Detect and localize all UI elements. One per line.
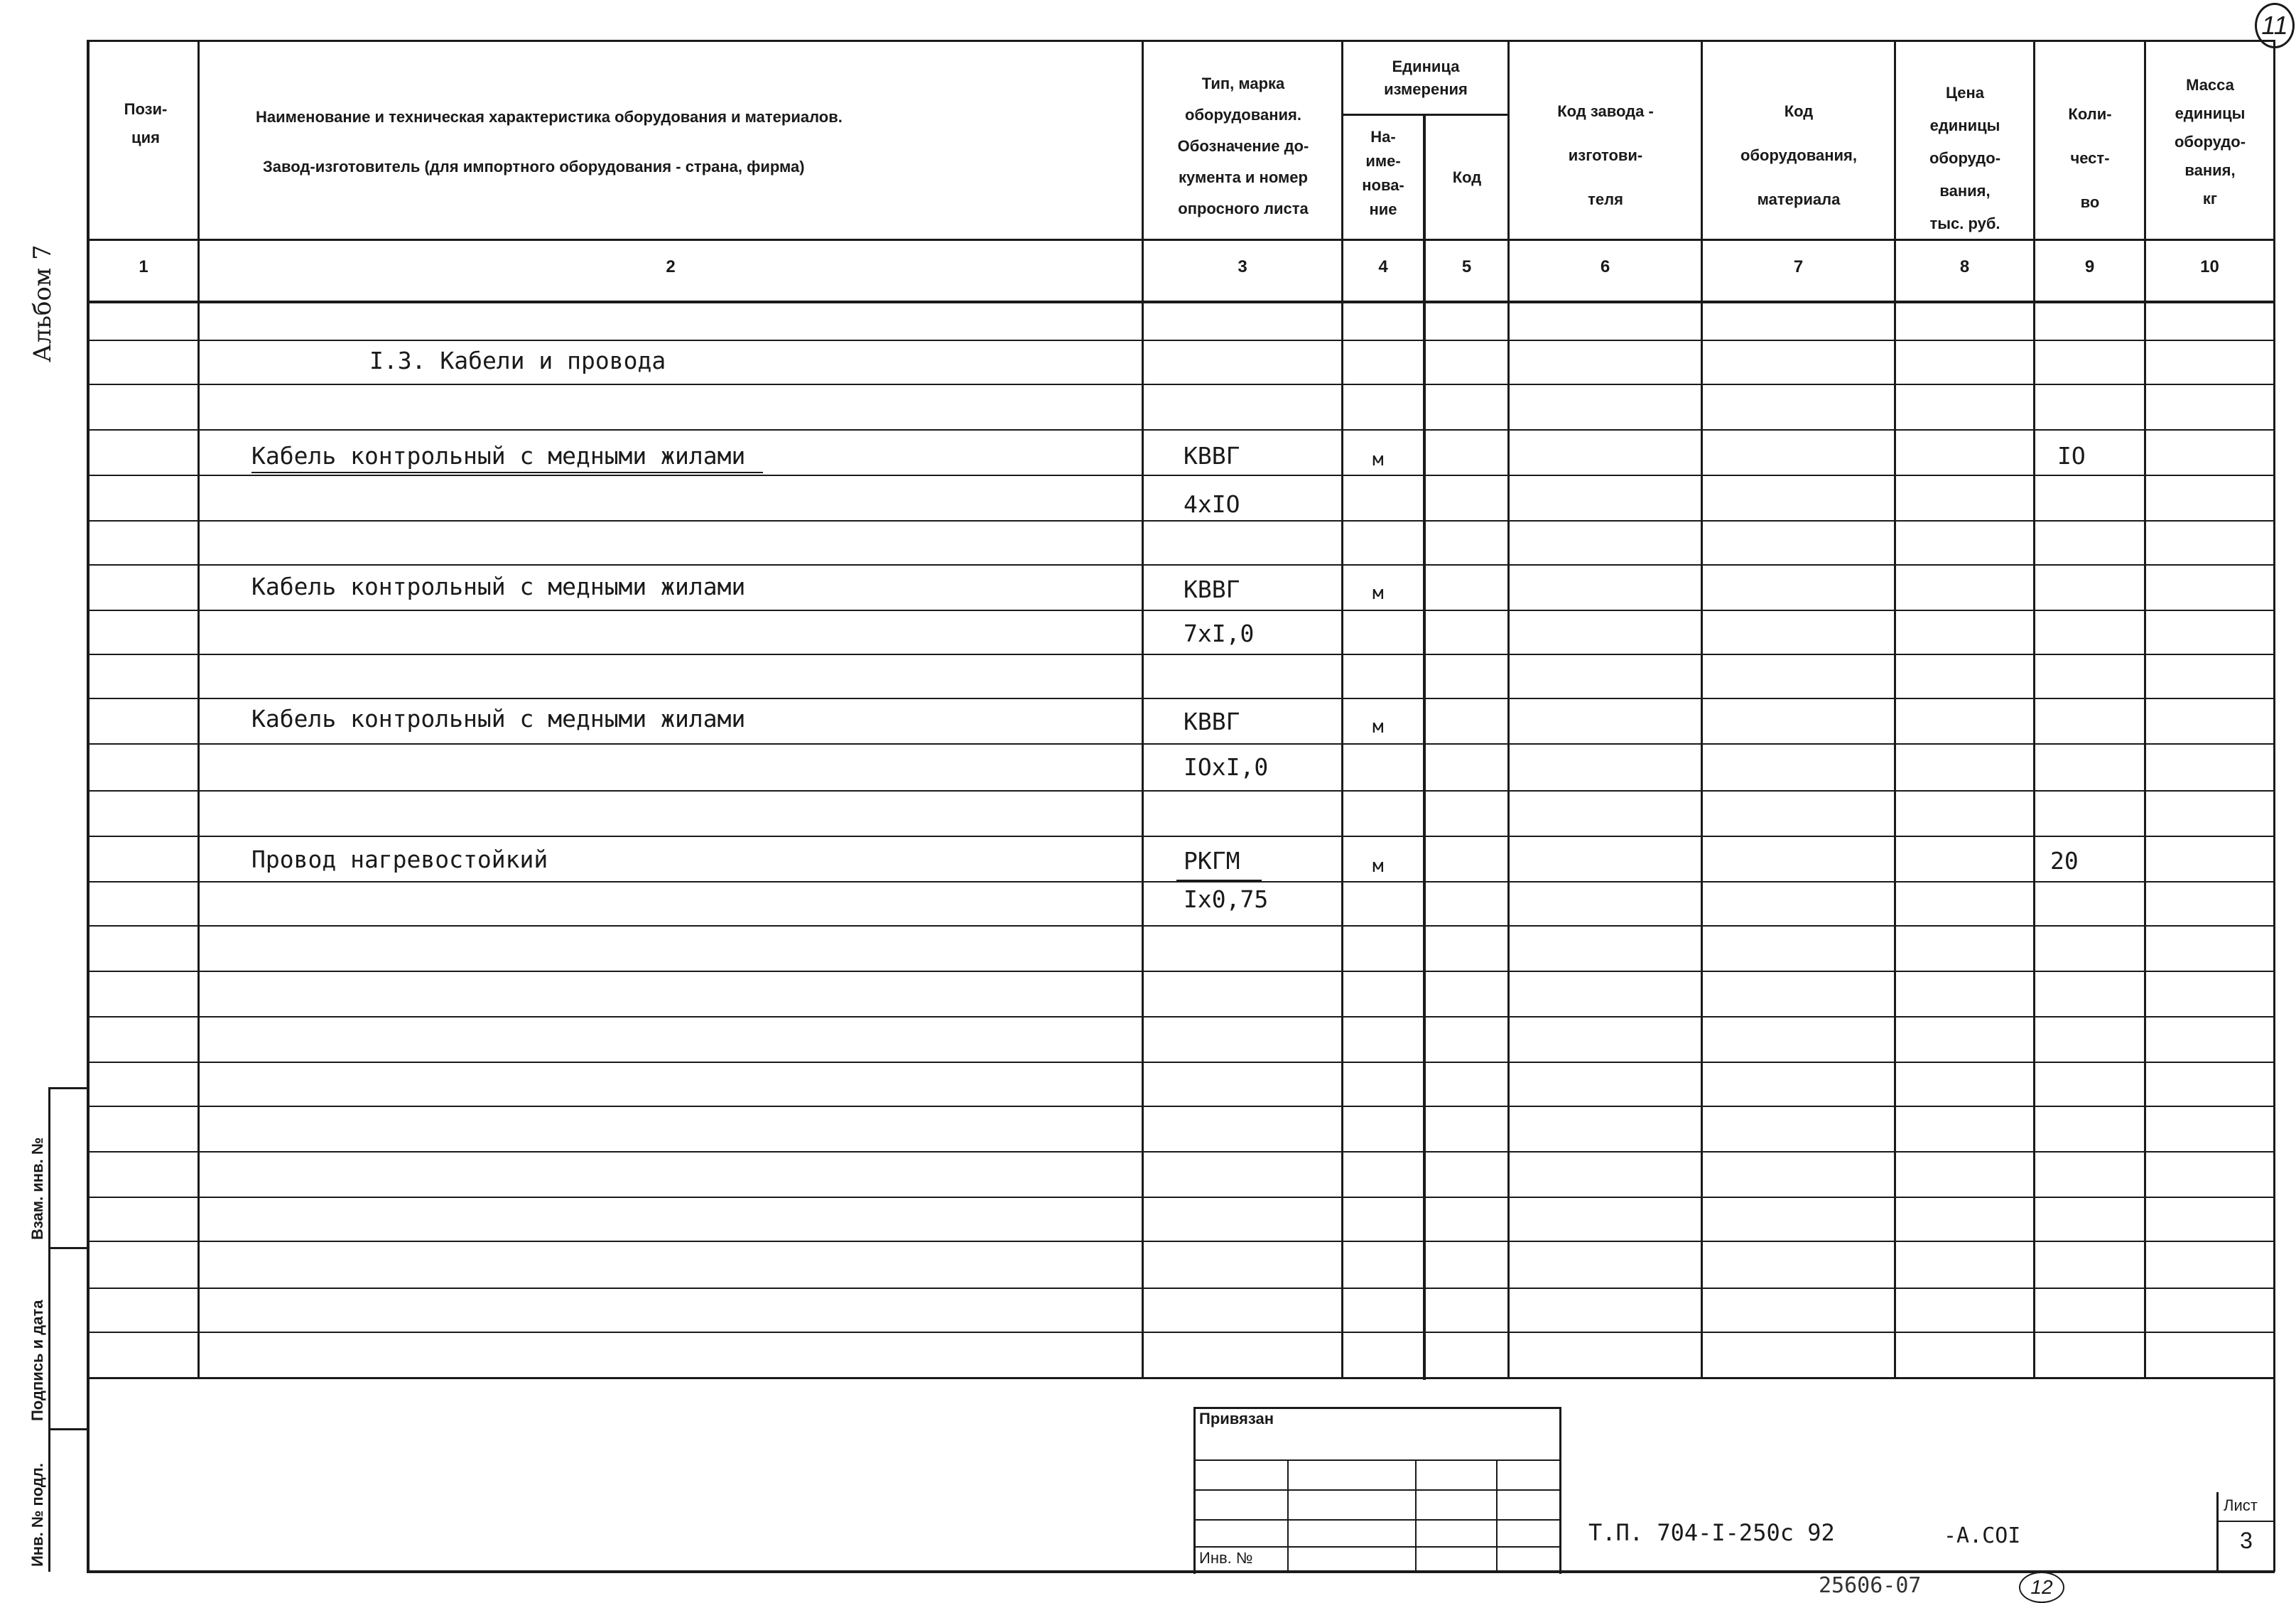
row-line bbox=[87, 475, 2275, 476]
left-strip-divider bbox=[48, 1087, 88, 1089]
stamp-doc-suffix: -А.СОI bbox=[1944, 1523, 2021, 1548]
row-line bbox=[87, 520, 2275, 522]
stamp-col bbox=[1415, 1459, 1417, 1570]
column-number: 4 bbox=[1378, 257, 1388, 276]
col-line bbox=[197, 40, 200, 1378]
column-number: 9 bbox=[2084, 257, 2095, 276]
side-inv-podl: Инв. № подл. bbox=[28, 1463, 46, 1567]
album-label: Альбом 7 bbox=[28, 244, 57, 362]
header-col7: Код оборудования, материала bbox=[1740, 102, 1857, 208]
item-unit: м bbox=[1372, 583, 1384, 604]
item-qty: 20 bbox=[2050, 847, 2079, 875]
header-col3: Тип, марка оборудования. Обозначение до- кумента и номер опросного листа bbox=[1177, 75, 1309, 217]
header-col2: Наименование и техническая характеристика оборудования и материалов. Завод-изготовитель (для импортного оборудования - страна, фирма) bbox=[256, 108, 843, 176]
header-col10: Масса единицы оборудо- вания, кг bbox=[2174, 76, 2246, 207]
column-number: 3 bbox=[1238, 257, 1247, 276]
stamp-doc-code: Т.П. 704-I-250с 92 bbox=[1588, 1519, 1835, 1546]
item-type-underline bbox=[1176, 880, 1262, 881]
item-type2: Iх0,75 bbox=[1184, 885, 1269, 913]
item-qty: IO bbox=[2057, 442, 2086, 470]
header-unit-group: Единица измерения bbox=[1384, 58, 1468, 98]
col-line bbox=[2033, 40, 2035, 1378]
row-line bbox=[87, 881, 2275, 883]
item-type: КВВГ bbox=[1184, 442, 1240, 470]
row-line bbox=[87, 1151, 2275, 1153]
stamp-privyazan: Привязан bbox=[1199, 1410, 1274, 1427]
row-line bbox=[87, 743, 2275, 745]
left-strip-divider bbox=[48, 1428, 88, 1430]
item-name-underline bbox=[251, 472, 763, 473]
row-line bbox=[87, 1288, 2275, 1289]
row-line bbox=[87, 790, 2275, 792]
row-line bbox=[87, 698, 2275, 699]
item-name: Кабель контрольный с медными жилами bbox=[251, 573, 746, 600]
col-line bbox=[1701, 40, 1703, 1378]
row-line bbox=[87, 925, 2275, 927]
row-line bbox=[87, 1241, 2275, 1242]
row-line bbox=[87, 429, 2275, 431]
item-type: КВВГ bbox=[1184, 708, 1240, 735]
row-line bbox=[87, 1332, 2275, 1333]
column-number: 7 bbox=[1793, 257, 1804, 276]
frame-top bbox=[87, 40, 2275, 42]
row-line bbox=[87, 1062, 2275, 1063]
table-bottom-line bbox=[87, 1377, 2275, 1379]
column-number: 10 bbox=[2200, 257, 2219, 276]
section-title: I.3. Кабели и провода bbox=[369, 347, 666, 374]
col-line bbox=[2144, 40, 2146, 1378]
header-col5: Код bbox=[1452, 168, 1482, 186]
item-name: Провод нагревостойкий bbox=[251, 846, 548, 873]
row-line bbox=[87, 610, 2275, 611]
row-line bbox=[87, 971, 2275, 972]
item-type2: 4хIO bbox=[1184, 490, 1240, 518]
column-number: 5 bbox=[1461, 257, 1472, 276]
item-unit: м bbox=[1372, 449, 1384, 470]
bottom-mark: 12 bbox=[2019, 1572, 2064, 1603]
item-name: Кабель контрольный с медными жилами bbox=[251, 442, 746, 470]
column-number: 6 bbox=[1600, 257, 1610, 276]
item-type2: 7хI,0 bbox=[1184, 620, 1255, 647]
stamp-sheet-line bbox=[2216, 1521, 2275, 1522]
side-podpis: Подпись и дата bbox=[28, 1300, 46, 1421]
item-unit: м bbox=[1372, 856, 1384, 877]
stamp-col bbox=[1496, 1459, 1498, 1570]
bottom-number: 25606-07 bbox=[1819, 1573, 1922, 1598]
frame-bottom bbox=[87, 1570, 2275, 1573]
item-type: КВВГ bbox=[1184, 576, 1240, 603]
col-line bbox=[1894, 40, 1896, 1378]
column-number: 1 bbox=[139, 257, 148, 276]
stamp-sheet-number: 3 bbox=[2240, 1528, 2253, 1553]
row-line bbox=[87, 564, 2275, 566]
header-col1: Пози- ция bbox=[124, 100, 168, 146]
header-col9: Коли- чест- во bbox=[2068, 105, 2112, 211]
col-line bbox=[1142, 40, 1144, 1378]
header-col8: Цена единицы оборудо- вания, тыс. руб. bbox=[1929, 84, 2001, 232]
sheet-mark: 11 bbox=[2255, 3, 2295, 48]
frame-right bbox=[2273, 40, 2275, 1572]
row-line bbox=[87, 654, 2275, 655]
stamp-col bbox=[1287, 1459, 1289, 1570]
item-unit: м bbox=[1372, 716, 1384, 738]
header-col6: Код завода - изготови- теля bbox=[1557, 102, 1654, 208]
row-line bbox=[87, 1197, 2275, 1198]
left-strip-divider bbox=[48, 1247, 88, 1249]
column-number: 8 bbox=[1959, 257, 1970, 276]
column-number: 2 bbox=[666, 257, 676, 276]
stamp-line bbox=[1193, 1459, 1559, 1461]
col-line bbox=[1423, 114, 1426, 1380]
item-name: Кабель контрольный с медными жилами bbox=[251, 705, 746, 733]
row-line bbox=[87, 1106, 2275, 1107]
row-line bbox=[87, 384, 2275, 385]
stamp-sheet-label: Лист bbox=[2224, 1496, 2258, 1514]
stamp-line bbox=[1193, 1546, 1559, 1548]
item-type: РКГМ bbox=[1184, 847, 1240, 875]
stamp-line bbox=[1193, 1489, 1559, 1491]
stamp-line bbox=[1193, 1519, 1559, 1521]
row-line bbox=[87, 340, 2275, 341]
col-line bbox=[1507, 40, 1510, 1378]
item-type2: IOхI,0 bbox=[1184, 753, 1269, 781]
header-col4: На- име- нова- ние bbox=[1362, 128, 1404, 218]
col-line bbox=[1341, 40, 1343, 1378]
left-strip-line bbox=[48, 1087, 50, 1572]
colnum-bottom-line bbox=[87, 301, 2275, 303]
stamp-inv-no: Инв. № bbox=[1199, 1549, 1253, 1567]
row-line bbox=[87, 1016, 2275, 1018]
row-line bbox=[87, 836, 2275, 837]
side-vzam: Взам. инв. № bbox=[28, 1137, 46, 1240]
